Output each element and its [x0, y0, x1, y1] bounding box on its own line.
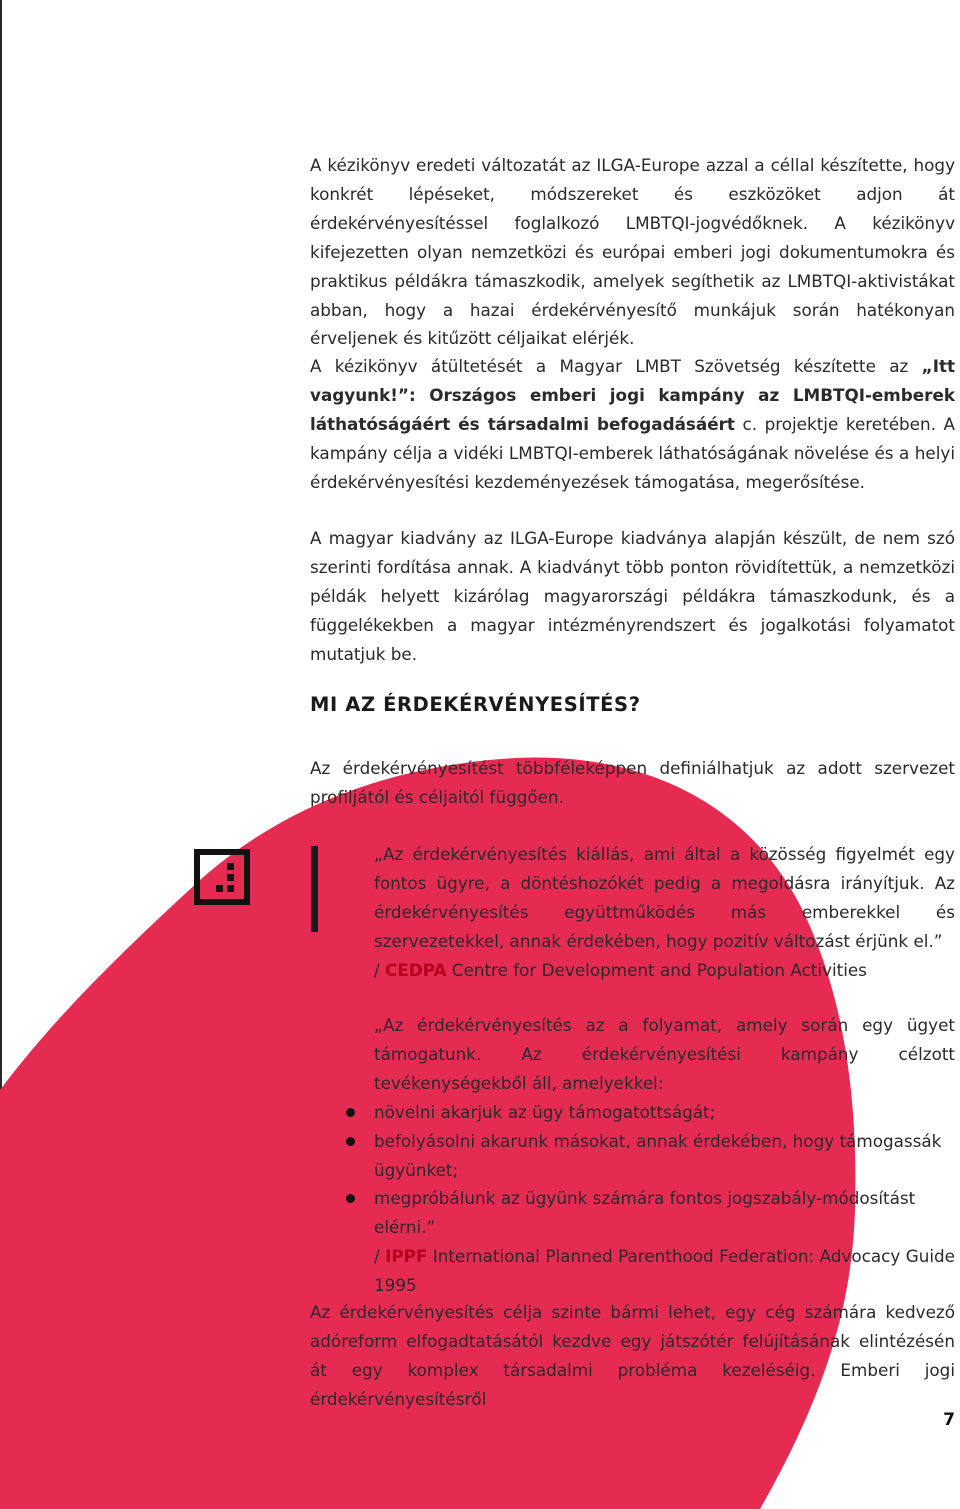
translation-text-before: A kézikönyv átültetését a Magyar LMBT Szövetség készítette az — [310, 356, 922, 376]
definition-paragraph: Az érdekérvényesítést többféleképpen definiálhatjuk az adott szervezet profiljától és céljaitól függően. — [310, 758, 955, 807]
list-item — [374, 1184, 955, 1242]
list-item — [374, 1098, 955, 1127]
list-item-text: megpróbálunk az ügyünk számára fontos jogszabály-módosítást elérni.” — [374, 1188, 916, 1238]
page-number: 7 — [943, 1410, 955, 1430]
source-org-cedpa: CEDPA — [385, 959, 447, 980]
source-org-ippf: IPPF — [385, 1246, 428, 1267]
square-with-dots-icon — [194, 849, 250, 905]
quote-ippf-source — [374, 1242, 955, 1300]
source-name-cedpa: Centre for Development and Population Activities — [446, 959, 867, 980]
intro-paragraph: A kézikönyv eredeti változatát az ILGA-Europe azzal a céllal készítette, hogy konkrét lépéseket, módszereket és eszközöket adjon át érdekérvényesítéssel foglalkozó LMBTQI-jogvédőknek. A kézikönyv kifejezetten olyan nemzetközi és európai emberi jogi dokumentumokra és praktikus példákra támaszkodik, amelyek segíthetik az LMBTQI-aktivistákat abban, hogy a hazai érdekérvényesítő munkájuk során hatékonyan érveljenek és kitűzött céljaikat elérjék. — [310, 155, 955, 349]
source-prefix: / — [374, 1246, 386, 1267]
quote-ippf-intro: „Az érdekérvényesítés az a folyamat, amely során egy ügyet támogatunk. Az érdekérvényesítési kampány célzott tevékenységekből áll, amelyekkel: — [374, 1015, 955, 1093]
quote-ippf-list — [374, 1098, 955, 1243]
quote-cedpa-source — [374, 956, 955, 985]
list-item-text: növelni akarjuk az ügy támogatottságát; — [374, 1101, 716, 1122]
translation-text-after: c. projektje keretében. A kampány célja a vidéki LMBTQI-emberek láthatóságának növelése és a helyi érdekérvényesítési kezdeményezések támogatása, megerősítése. — [310, 413, 956, 492]
quote-cedpa — [374, 840, 955, 985]
quote-ippf — [374, 1011, 955, 1300]
hungarian-edition-paragraph: A magyar kiadvány az ILGA-Europe kiadványa alapján készült, de nem szó szerinti fordítása annak. A kiadványt több ponton rövidítettük, a nemzetközi példák helyett kizárólag magyarországi példákra támaszkodunk, és a függelékekben a magyar intézményrendszert és jogalkotási folyamatot mutatjuk be. — [310, 528, 955, 664]
quote-bar — [311, 846, 318, 932]
campaign-name: „Itt vagyunk!”: Országos emberi jogi kampány az LMBTQI-emberek láthatóságáért és társadalmi befogadásáért — [310, 356, 955, 434]
closing-paragraph: Az érdekérvényesítés célja szinte bármi lehet, egy cég számára kedvező adóreform elfogadtatásától kezdve egy játszótér felújításának elintézésén át egy komplex társadalmi probléma kezeléséig. Emberi jogi érdekérvényesítésről — [310, 1302, 955, 1409]
list-item — [374, 1127, 955, 1185]
translation-paragraph — [310, 352, 955, 497]
quote-cedpa-text: „Az érdekérvényesítés kiállás, ami által a közösség figyelmét egy fontos ügyre, a döntéshozókét pedig a megoldásra irányítjuk. Az érdekérvényesítés együttműködés más emberekkel és szervezetekkel, annak érdekében, hogy pozitív változást érjünk el.” — [374, 844, 955, 951]
bullet-icon — [346, 1108, 355, 1117]
source-name-ippf: International Planned Parenthood Federation: Advocacy Guide 1995 — [374, 1246, 955, 1296]
section-heading: MI AZ ÉRDEKÉRVÉNYESÍTÉS? — [310, 693, 641, 716]
bullet-icon — [346, 1137, 355, 1146]
source-prefix: / — [374, 959, 385, 980]
list-item-text: befolyásolni akarunk másokat, annak érdekében, hogy támogassák ügyünket; — [374, 1130, 942, 1180]
